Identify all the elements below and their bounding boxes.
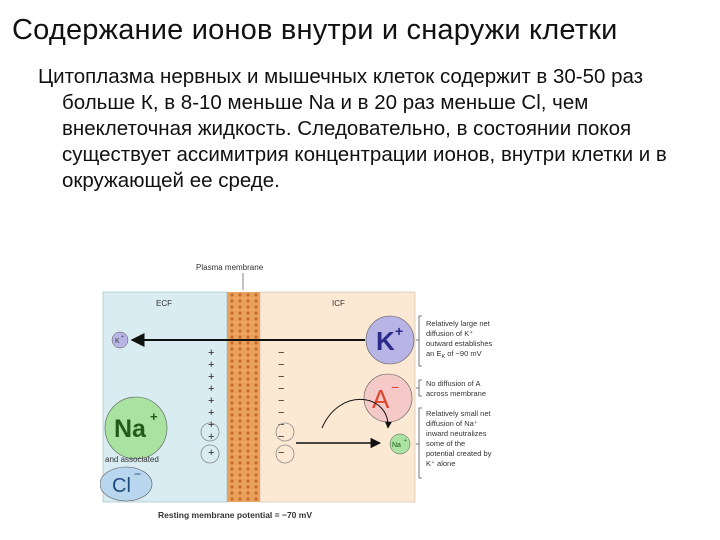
charge-minus: − [278,359,285,371]
charge-minus: − [278,371,285,383]
na-note-line: diffusion of Na⁺ [426,419,478,428]
membrane-label: Plasma membrane [196,263,264,272]
k-note-line: of −90 mV [445,349,482,358]
notes [426,319,494,468]
paragraph-line: Na и в 20 раз меньше Cl, чем внеклеточная [62,91,589,140]
slide-title: Содержание ионов внутри и снаружи клетки [12,14,618,46]
k-ion-small-label: K [115,338,120,345]
ecf-label: ECF [156,299,172,308]
k-ion-large-sup: + [395,323,404,339]
na-note-line: Relatively small net [426,409,491,418]
charge-plus: + [208,383,215,395]
na-ion-small-label: Na [392,442,401,449]
figure-caption: Resting membrane potential = −70 mV [158,510,312,520]
membrane-diagram-svg [100,256,530,526]
charge-plus: + [208,431,215,443]
charge-minus: − [278,395,285,407]
na-ion-large-label: Na [114,415,146,443]
na-note-line: K⁺ alone [426,459,456,468]
charge-minus: − [278,407,285,419]
cl-ion-large-label: Cl [112,475,131,497]
a-ion-large-sup: − [391,379,400,395]
k-note-bracket [416,316,422,366]
paragraph-line: содержит в 30-50 раз больше К, в 8-10 меньше [62,65,644,114]
membrane-diagram [100,256,530,526]
na-note-line: inward neutralizes [426,429,487,438]
charge-plus: + [208,419,215,431]
a-note-line: No diffusion of A [426,379,481,388]
k-note-line: an E [426,349,442,358]
cl-ion-large-sup: − [134,467,142,481]
na-note-bracket [416,408,422,478]
charge-plus: + [208,371,215,383]
charge-plus: + [208,347,215,359]
na-note-line: potential created by [426,449,492,458]
k-note [426,319,494,360]
na-note [426,409,494,468]
charge-minus: − [278,447,285,459]
charge-plus: + [208,359,215,371]
charge-plus: + [208,395,215,407]
a-note [426,379,486,398]
charge-minus: − [278,383,285,395]
charge-plus: + [208,407,215,419]
charge-minus: − [278,419,285,431]
k-ion-small-sup: + [121,334,124,340]
k-note-line: outward establishes [426,339,493,348]
k-note-line: diffusion of K⁺ [426,329,474,338]
paragraph-line: внутри клетки и в окружающей ее среде. [62,143,667,192]
na-ion-small-sup: + [404,438,407,444]
charge-plus: + [208,447,215,459]
and-associated-label: and associated [105,455,159,464]
charge-minus: − [278,347,285,359]
charge-minus: − [278,431,285,443]
a-ion-large-label: A [372,384,390,414]
k-note-subscript: K [441,354,446,360]
icf-label: ICF [332,299,345,308]
na-ion-large-sup: + [150,409,158,424]
k-ion-large-label: K [376,326,395,356]
a-note-line: across membrane [426,389,487,398]
a-note-bracket [416,380,422,396]
paragraph-line: Цитоплазма нервных и мышечных клеток [38,65,435,88]
na-note-line: some of the [426,439,466,448]
paragraph-line: существует ассимитрия концентрации ионов, [62,143,496,166]
plasma-membrane [227,292,260,502]
paragraph-line: жидкость. Следовательно, в состоянии покоя [197,117,632,140]
slide-paragraph [38,64,702,194]
k-note-line: Relatively large net [426,319,490,328]
